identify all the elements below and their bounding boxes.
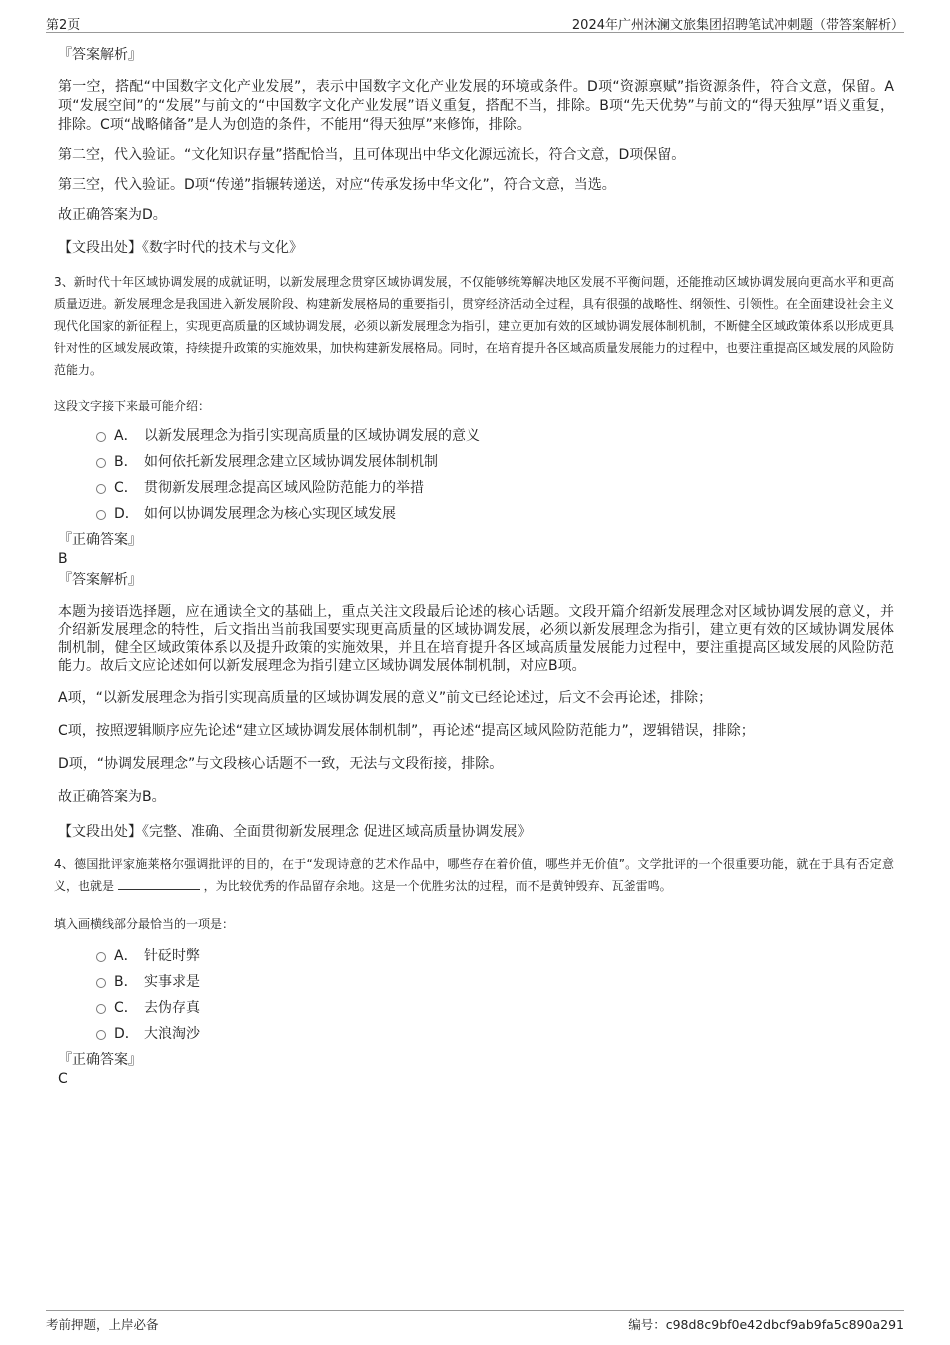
q3-answer: B <box>58 551 68 567</box>
option-text: 以新发展理念为指引实现高质量的区域协调发展的意义 <box>144 428 480 444</box>
option-text: 如何以协调发展理念为核心实现区域发展 <box>144 506 396 522</box>
fill-blank-line <box>118 877 200 890</box>
q4-option-d[interactable] <box>96 1025 894 1051</box>
q2-analysis-para-4: 故正确答案为D。 <box>58 207 167 223</box>
option-letter: B． <box>114 454 138 470</box>
option-text: 如何依托新发展理念建立区域协调发展体制机制 <box>144 454 438 470</box>
radio-icon[interactable] <box>96 978 106 988</box>
q3-analysis-para-1: 本题为接语选择题，应在通读全文的基础上，重点关注文段最后论述的核心话题。文段开篇介绍新发展理念对区域协调发展的意义，并介绍新发展理念的特性，后文指出当前我国要实现更高质量的区域协调发展，必须以新发展理念为指引，建立更有效的区域协调发展体制机制，健全区域政策体系以及提升政策的实施效果，并且在培育提升各区域高质量发展能力过程中，要注重提高区域发展的风险防范能力。故后文应论述如何以新发展理念为指引建立区域协调发展体制机制，对应B项。 <box>58 604 894 674</box>
q4-options <box>96 947 894 1051</box>
option-letter: C． <box>114 480 138 496</box>
option-text: 大浪淘沙 <box>144 1026 200 1042</box>
option-letter: D． <box>114 1026 139 1042</box>
document-code: 编号：c98d8c9bf0e42dbcf9ab9fa5c890a291 <box>628 1317 904 1332</box>
page-number: 第2页 <box>46 18 81 33</box>
q2-analysis-para-2: 第二空，代入验证。“文化知识存量”搭配恰当，且可体现出中华文化源远流长，符合文意，D项保留。 <box>58 147 686 163</box>
document-title: 2024年广州沐澜文旅集团招聘笔试冲刺题（带答案解析） <box>571 18 904 33</box>
q3-analysis-para-5: 故正确答案为B。 <box>58 789 166 805</box>
q2-analysis-para-1: 第一空，搭配“中国数字文化产业发展”，表示中国数字文化产业发展的环境或条件。D项“资源禀赋”指资源条件，符合文意，保留。A项“发展空间”的“发展”与前文的“中国数字文化产业发展”语义重复，搭配不当，排除。B项“先天优势”与前文的“得天独厚”语义重复，排除。C项“战略储备”是人为创造的条件，不能用“得天独厚”来修饰，排除。 <box>58 79 894 133</box>
q4-answer-label: 『正确答案』 <box>58 1052 142 1068</box>
page-header <box>46 12 904 33</box>
q3-option-a[interactable] <box>96 427 894 453</box>
q3-source: 【文段出处】《完整、准确、全面贯彻新发展理念 促进区域高质量协调发展》 <box>58 824 532 840</box>
radio-icon[interactable] <box>96 484 106 494</box>
q3-answer-label: 『正确答案』 <box>58 532 142 548</box>
q4-option-b[interactable] <box>96 973 894 999</box>
q4-option-c[interactable] <box>96 999 894 1025</box>
option-letter: A． <box>114 428 138 444</box>
option-text: 贯彻新发展理念提高区域风险防范能力的举措 <box>144 480 424 496</box>
q3-stem: 3、新时代十年区域协调发展的成就证明，以新发展理念贯穿区域协调发展，不仅能够统筹解决地区发展不平衡问题，还能推动区域协调发展向更高水平和更高质量迈进。新发展理念是我国进入新发展阶段、构建新发展格局的重要指引，贯穿经济活动全过程，具有很强的战略性、纲领性、引领性。在全面建设社会主义现代化国家的新征程上，实现更高质量的区域协调发展，必须以新发展理念为指引，建立更加有效的区域协调发展体制机制，不断健全区域政策体系以形成更具针对性的区域发展政策，持续提升政策的实施效果，加快构建新发展格局。同时，在培育提升各区域高质量发展能力的过程中，也要注重提高区域发展的风险防范能力。 <box>54 275 895 377</box>
option-letter: A． <box>114 948 138 964</box>
q2-analysis-label: 『答案解析』 <box>58 47 142 63</box>
q3-analysis-para-3: C项，按照逻辑顺序应先论述“建立区域协调发展体制机制”，再论述“提高区域风险防范能力”，逻辑错误，排除； <box>58 723 755 739</box>
q3-analysis-para-4: D项，“协调发展理念”与文段核心话题不一致，无法与文段衔接，排除。 <box>58 756 504 772</box>
q2-source: 【文段出处】《数字时代的技术与文化》 <box>58 240 303 256</box>
q3-analysis-para-2: A项，“以新发展理念为指引实现高质量的区域协调发展的意义”前文已经论述过，后文不会再论述，排除； <box>58 690 713 706</box>
q4-stem <box>54 853 894 897</box>
option-text: 去伪存真 <box>144 1000 200 1016</box>
option-letter: B． <box>114 974 138 990</box>
radio-icon[interactable] <box>96 952 106 962</box>
option-letter: D． <box>114 506 139 522</box>
q4-prompt: 填入画横线部分最恰当的一项是： <box>54 917 235 931</box>
option-text: 针砭时弊 <box>144 948 200 964</box>
page-content <box>56 40 894 1087</box>
q4-stem-before: 4、德国批评家施莱格尔强调批评的目的，在于“发现诗意的艺术作品中，哪些存在着价值，哪些并无价值”。文学批评的一个很重要功能，就在于具有否定意义，也就是 <box>54 857 894 893</box>
radio-icon[interactable] <box>96 510 106 520</box>
q3-options <box>96 427 894 531</box>
option-text: 实事求是 <box>144 974 200 990</box>
radio-icon[interactable] <box>96 432 106 442</box>
page-footer <box>46 1310 904 1339</box>
q3-option-b[interactable] <box>96 453 894 479</box>
radio-icon[interactable] <box>96 1030 106 1040</box>
q3-option-c[interactable] <box>96 479 894 505</box>
footer-slogan: 考前押题，上岸必备 <box>46 1317 159 1332</box>
q2-analysis-para-3: 第三空，代入验证。D项“传递”指辗转递送，对应“传承发扬中华文化”，符合文意，当选。 <box>58 177 616 193</box>
q3-analysis-label: 『答案解析』 <box>58 572 142 588</box>
radio-icon[interactable] <box>96 1004 106 1014</box>
q4-answer: C <box>58 1071 68 1087</box>
q4-stem-after: ，为比较优秀的作品留存余地。这是一个优胜劣汰的过程，而不是黄钟毁弃、瓦釜雷鸣。 <box>203 879 672 893</box>
q3-prompt: 这段文字接下来最可能介绍： <box>54 399 211 413</box>
q3-option-d[interactable] <box>96 505 894 531</box>
q4-option-a[interactable] <box>96 947 894 973</box>
radio-icon[interactable] <box>96 458 106 468</box>
option-letter: C． <box>114 1000 138 1016</box>
